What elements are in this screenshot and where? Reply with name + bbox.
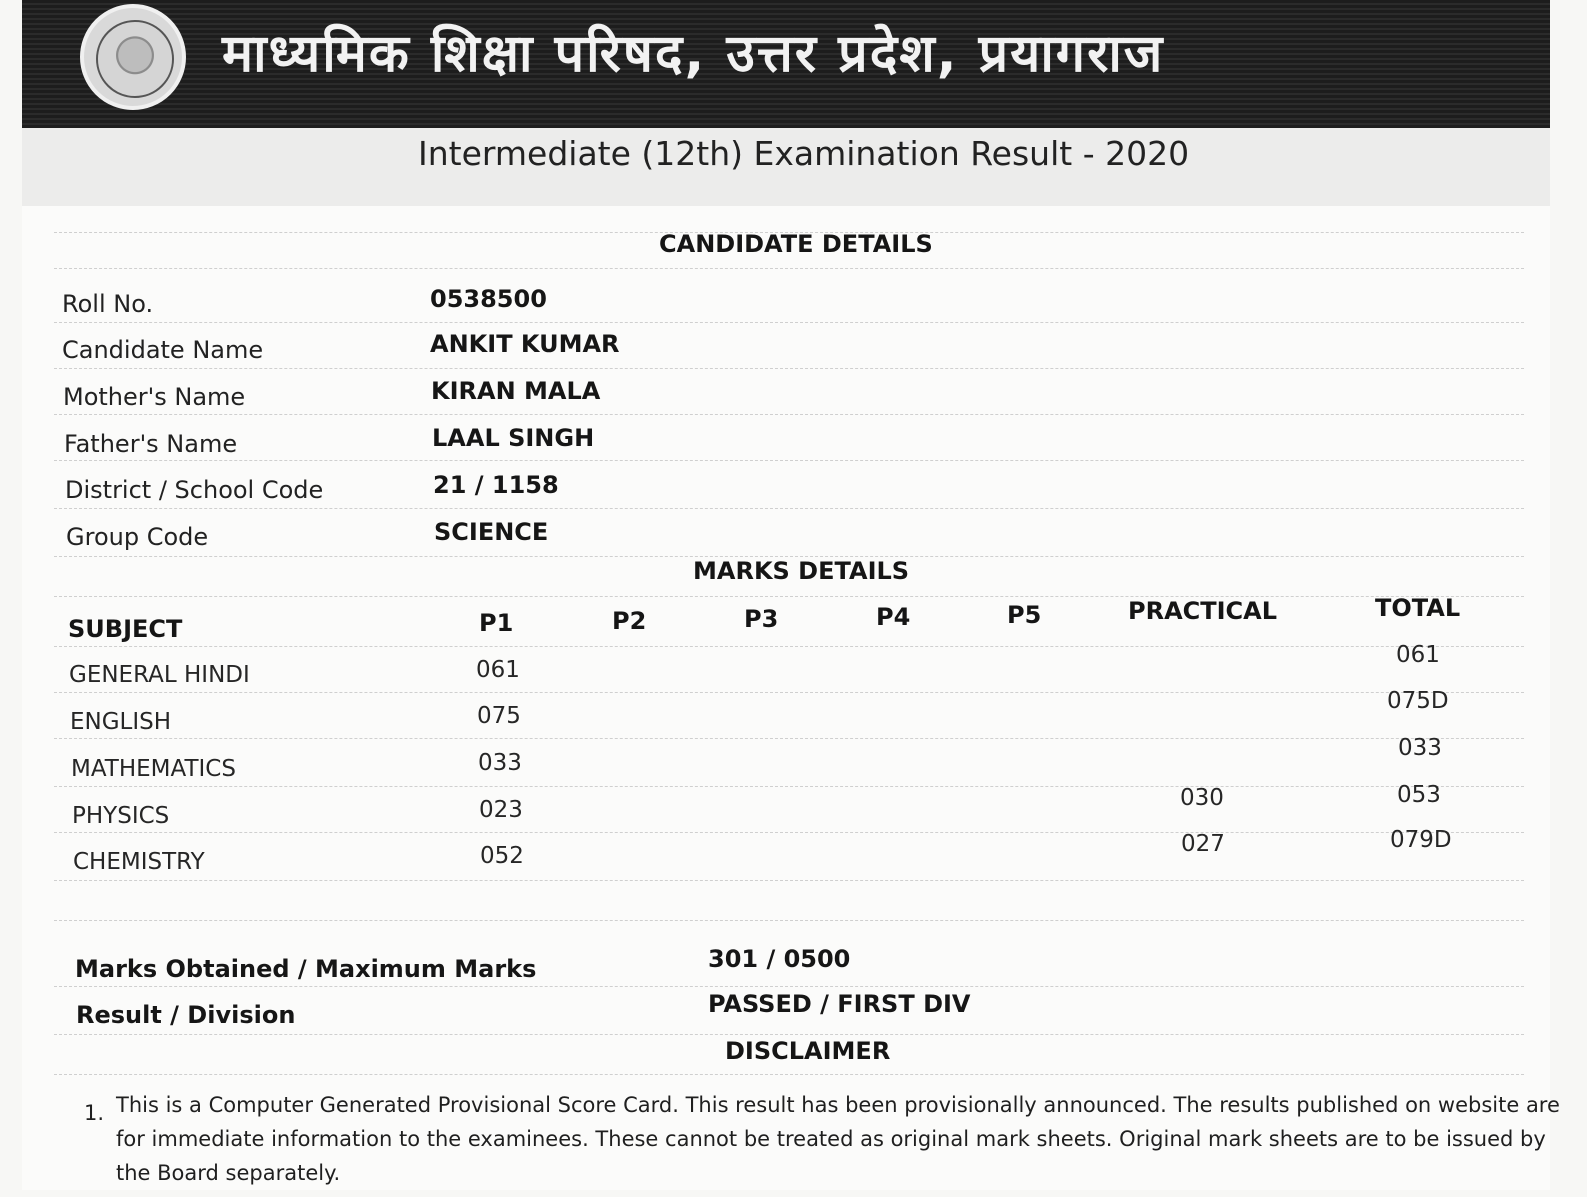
- disclaimer-line-3: the Board separately.: [116, 1161, 341, 1185]
- col-total: TOTAL: [1375, 594, 1461, 622]
- marks-obtained-value: 301 / 0500: [708, 945, 851, 973]
- practical-marks: 030: [1180, 785, 1224, 811]
- subject-name: PHYSICS: [72, 803, 170, 829]
- disclaimer-line-2: for immediate information to the examinees. These cannot be treated as original mark sheets. Original mark sheets are to be issued by: [116, 1127, 1546, 1151]
- district-school-code-value: 21 / 1158: [433, 471, 559, 499]
- subject-name: MATHEMATICS: [71, 756, 236, 782]
- divider: [54, 832, 1524, 833]
- divider: [54, 646, 1524, 647]
- p1-marks: 052: [480, 843, 524, 869]
- subject-name: GENERAL HINDI: [69, 662, 250, 688]
- divider: [54, 460, 1524, 461]
- total-marks: 033: [1398, 735, 1442, 761]
- divider: [54, 322, 1524, 323]
- result-division-value: PASSED / FIRST DIV: [708, 990, 971, 1018]
- candidate-name-value: ANKIT KUMAR: [430, 330, 620, 358]
- divider: [54, 1074, 1524, 1075]
- p1-marks: 023: [479, 797, 523, 823]
- total-marks: 053: [1397, 782, 1441, 808]
- roll-no-label: Roll No.: [62, 290, 154, 318]
- divider: [54, 692, 1524, 693]
- total-marks: 061: [1396, 642, 1440, 668]
- divider: [54, 738, 1524, 739]
- divider: [54, 596, 1524, 597]
- divider: [54, 880, 1524, 881]
- disclaimer-heading: DISCLAIMER: [725, 1037, 891, 1065]
- board-name: माध्यमिक शिक्षा परिषद, उत्तर प्रदेश, प्रयागराज: [222, 24, 1165, 84]
- group-code-label: Group Code: [66, 523, 209, 551]
- header-band: [22, 0, 1550, 128]
- marks-details-heading: MARKS DETAILS: [693, 557, 910, 585]
- p1-marks: 075: [477, 703, 521, 729]
- subject-name: ENGLISH: [70, 709, 172, 735]
- divider: [54, 268, 1524, 269]
- result-division-label: Result / Division: [76, 1001, 296, 1029]
- p1-marks: 033: [478, 750, 522, 776]
- divider: [54, 1034, 1524, 1035]
- fathers-name-value: LAAL SINGH: [432, 424, 595, 452]
- divider: [54, 414, 1524, 415]
- disclaimer-line-1: This is a Computer Generated Provisional Score Card. This result has been provisionally announced. The results published on website are: [116, 1093, 1560, 1117]
- col-p5: P5: [1007, 601, 1042, 629]
- col-subject: SUBJECT: [68, 615, 183, 643]
- result-title: Intermediate (12th) Examination Result - 2020: [418, 134, 1190, 173]
- col-p3: P3: [744, 605, 779, 633]
- col-p1: P1: [479, 609, 514, 637]
- candidate-name-label: Candidate Name: [62, 336, 264, 364]
- col-p2: P2: [612, 607, 647, 635]
- divider: [54, 986, 1524, 987]
- candidate-details-heading: CANDIDATE DETAILS: [659, 230, 933, 258]
- total-marks: 079D: [1390, 827, 1452, 853]
- fathers-name-label: Father's Name: [64, 430, 238, 458]
- board-seal-icon: [80, 4, 186, 110]
- mothers-name-value: KIRAN MALA: [431, 377, 601, 405]
- divider: [54, 508, 1524, 509]
- district-school-code-label: District / School Code: [65, 476, 324, 504]
- divider: [54, 920, 1524, 921]
- practical-marks: 027: [1181, 831, 1225, 857]
- group-code-value: SCIENCE: [434, 518, 549, 546]
- divider: [54, 368, 1524, 369]
- divider: [54, 786, 1524, 787]
- total-marks: 075D: [1387, 688, 1449, 714]
- marks-obtained-label: Marks Obtained / Maximum Marks: [75, 955, 537, 983]
- p1-marks: 061: [476, 657, 520, 683]
- col-practical: PRACTICAL: [1128, 597, 1278, 625]
- disclaimer-number: 1.: [84, 1101, 105, 1125]
- subject-name: CHEMISTRY: [73, 849, 205, 875]
- result-sheet: [22, 0, 1560, 1190]
- mothers-name-label: Mother's Name: [63, 383, 246, 411]
- roll-no-value: 0538500: [430, 285, 547, 313]
- col-p4: P4: [876, 603, 911, 631]
